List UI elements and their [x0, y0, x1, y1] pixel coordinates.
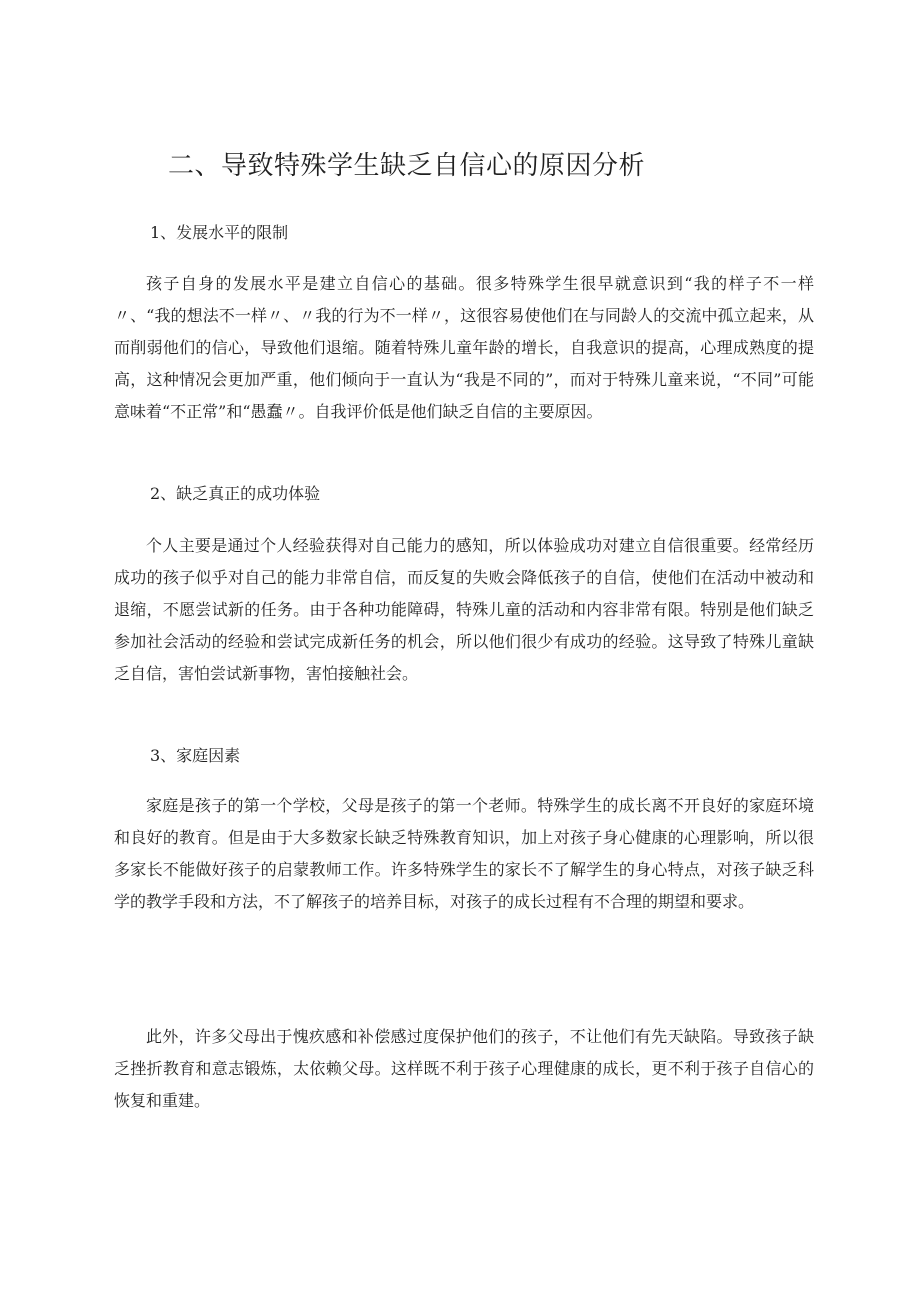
paragraph-family-factors-1: 家庭是孩子的第一个学校，父母是孩子的第一个老师。特殊学生的成长离不开良好的家庭环境和良好的教育。但是由于大多数家长缺乏特殊教育知识，加上对孩子身心健康的心理影响，所以很多家长不能做好孩子的启蒙教师工作。许多特殊学生的家长不了解学生的身心特点，对孩子缺乏科学的教学手段和方法，不了解孩子的培养目标，对孩子的成长过程有不合理的期望和要求。 — [114, 796, 814, 911]
subheading-family-factors: 3、家庭因素 — [150, 746, 241, 765]
subheading-development-level: 1、发展水平的限制 — [150, 223, 289, 242]
subheading-success-experience: 2、缺乏真正的成功体验 — [150, 484, 321, 503]
paragraph-development-level: 孩子自身的发展水平是建立自信心的基础。很多特殊学生很早就意识到“我的样子不一样〃、“我的想法不一样〃、〃我的行为不一样〃，这很容易使他们在与同龄人的交流中孤立起来，从而削弱他们的信心，导致他们退缩。随着特殊儿童年龄的增长，自我意识的提高，心理成熟度的提高，这种情况会更加严重，他们倾向于一直认为“我是不同的”，而对于特殊儿童来说，“不同”可能意味着“不正常”和“愚蠢〃。自我评价低是他们缺乏自信的主要原因。 — [114, 274, 814, 421]
section-title: 二、导致特殊学生缺乏自信心的原因分析 — [168, 151, 646, 181]
paragraph-success-experience: 个人主要是通过个人经验获得对自己能力的感知，所以体验成功对建立自信很重要。经常经历成功的孩子似乎对自己的能力非常自信，而反复的失败会降低孩子的自信，使他们在活动中被动和退缩，不愿尝试新的任务。由于各种功能障碍，特殊儿童的活动和内容非常有限。特别是他们缺乏参加社会活动的经验和尝试完成新任务的机会，所以他们很少有成功的经验。这导致了特殊儿童缺乏自信，害怕尝试新事物，害怕接触社会。 — [114, 536, 814, 683]
paragraph-family-factors-2: 此外，许多父母出于愧疚感和补偿感过度保护他们的孩子，不让他们有先天缺陷。导致孩子缺乏挫折教育和意志锻炼，太依赖父母。这样既不利于孩子心理健康的成长，更不利于孩子自信心的恢复和重建。 — [114, 1027, 814, 1110]
